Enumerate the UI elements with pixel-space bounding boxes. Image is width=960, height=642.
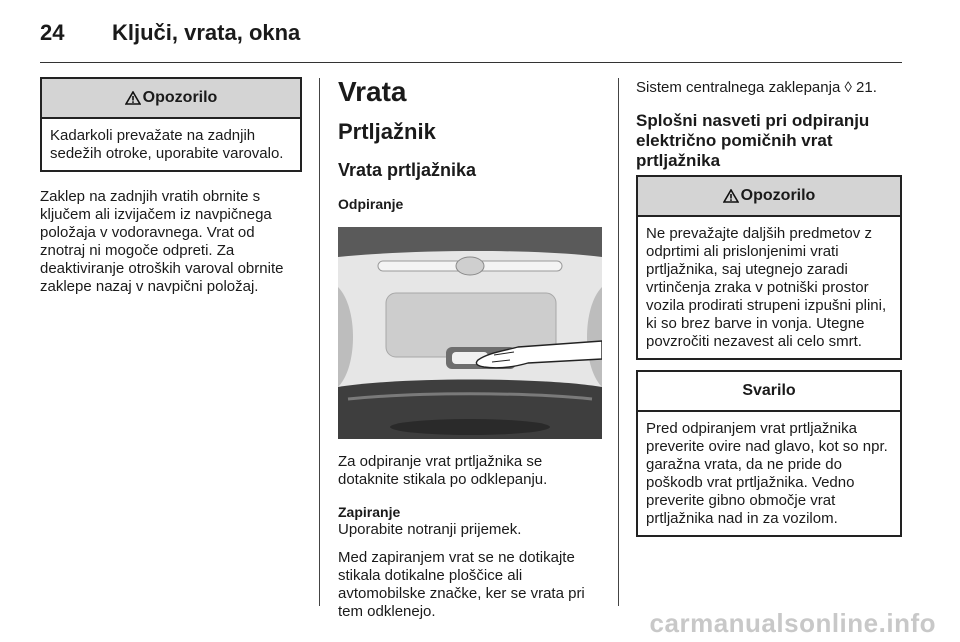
watermark: carmanualsonline.info: [649, 608, 936, 638]
child-lock-paragraph: Zaklep na zadnjih vratih obrnite s ključem ali izvijačem iz navpičnega položaja v vodoravnega. Vrat od znotraj ni mogoče odpreti. Za deaktiviranje otroških varoval obrnite zaklepe nazaj v navpični položaj.: [40, 188, 284, 295]
warning-title: Opozorilo: [740, 187, 816, 204]
caution-body: Pred odpiranjem vrat prtljažnika preverite ovire nad glavo, kot so npr. garažna vrata, da ne pride do poškodb vrat prtljažnika. Vedno preverite gibno območje vrat prtljažnika nad in za vozilom.: [646, 420, 888, 527]
page-number: 24: [40, 20, 65, 45]
subsubsection-heading-tailgate: Vrata prtljažnika: [338, 160, 477, 180]
caution-box: [636, 370, 902, 537]
heading-closing: Zapiranje: [338, 504, 401, 520]
subsection-heading-trunk: Prtljažnik: [338, 119, 436, 144]
page-title: Ključi, vrata, okna: [112, 20, 301, 45]
warning-body: Kadarkoli prevažate na zadnjih sedežih otroke, uporabite varovalo.: [50, 127, 284, 162]
heading-opening: Odpiranje: [338, 196, 404, 212]
column-left: [40, 77, 302, 296]
power-tailgate-heading: Splošni nasveti pri odpiranju električno pomičnih vrat prtljažnika: [636, 111, 870, 170]
column-divider: [618, 78, 619, 606]
central-locking-reference: Sistem centralnega zaklepanja ◊ 21.: [636, 79, 877, 96]
header-divider: [40, 62, 902, 63]
column-right: [636, 77, 902, 537]
warning-triangle-icon: [125, 91, 141, 105]
warning-box-header: [638, 177, 900, 217]
tailgate-illustration-icon: [338, 227, 602, 439]
warning-box: [636, 175, 902, 360]
column-middle: [338, 77, 602, 621]
caution-box-header: Svarilo: [638, 372, 900, 412]
warning-box-header: [42, 79, 300, 119]
section-heading-doors: Vrata: [338, 76, 407, 107]
warning-body: Ne prevažajte daljših predmetov z odprtimi ali prislonjenimi vrati prtljažnika, saj utegnejo zaradi vrtinčenja zraka v potniški prostor vozila prodirati strupeni izpušni plini, ki so brez barve in vonja. Utegne povzročiti nezavest ali celo smrt.: [646, 225, 887, 350]
warning-title: Opozorilo: [142, 89, 218, 106]
warning-triangle-icon: [723, 189, 739, 203]
opening-text: Za odpiranje vrat prtljažnika se dotaknite stikala po odklepanju.: [338, 453, 548, 488]
tailgate-opening-illustration: [338, 227, 602, 439]
closing-text-2: Med zapiranjem vrat se ne dotikajte stikala dotikalne ploščice ali avtomobilske značke, ker se vrata pri tem odklenejo.: [338, 549, 585, 620]
warning-box: [40, 77, 302, 172]
page-header: [40, 20, 300, 48]
closing-text-1: Uporabite notranji prijemek.: [338, 521, 522, 538]
column-divider: [319, 78, 320, 606]
